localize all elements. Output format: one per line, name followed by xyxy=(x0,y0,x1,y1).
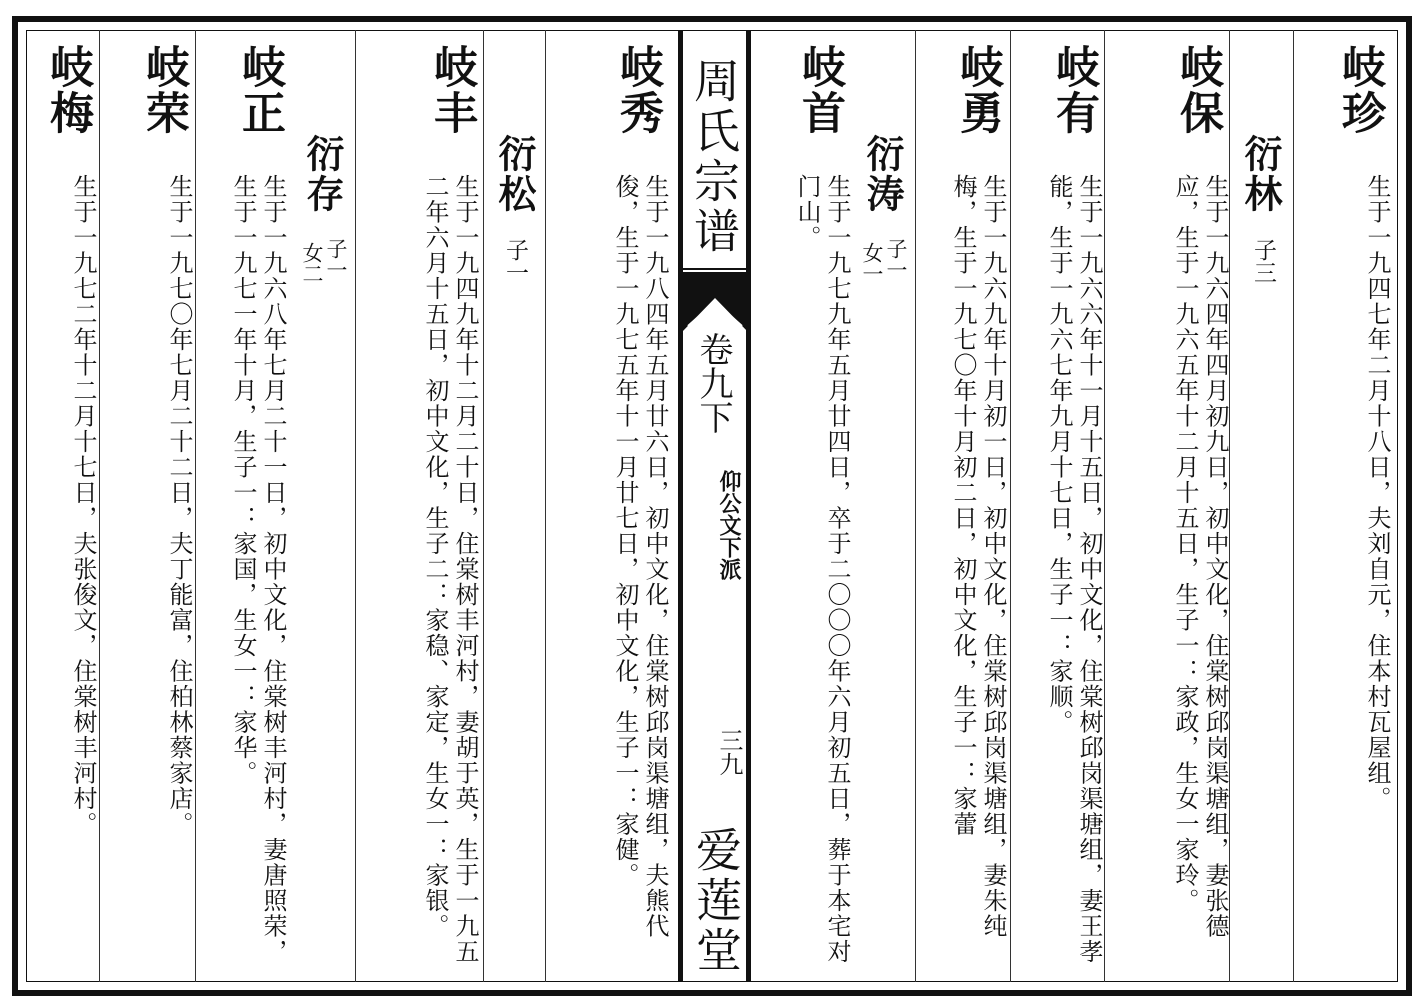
center-divider-right xyxy=(746,30,751,982)
column-divider xyxy=(1293,30,1294,982)
column-divider xyxy=(915,30,916,982)
bio-qibao: 生于一九六四年四月初九日，初中文化，住棠树邱岗渠塘组，妻张德应，生于一九六五年十二月十五日，生子一：家政，生女一家玲。 xyxy=(1171,174,1229,939)
bio-qixiu: 生于一九八四年五月廿六日，初中文化，住棠树邱岗渠塘组，夫熊代俊，生于一九七五年十一月廿七日，初中文化，生子一：家健。 xyxy=(611,174,669,939)
genealogy-title: 周氏宗谱 xyxy=(687,57,741,257)
children-note-yansong: 子一 xyxy=(502,238,528,284)
person-name-qifeng: 岐丰 xyxy=(426,44,477,136)
person-name-yansong: 衍松 xyxy=(492,134,537,214)
hall-name: 爱莲堂 xyxy=(689,826,743,976)
fishtail-ornament xyxy=(682,272,748,332)
column-divider xyxy=(545,30,546,982)
column-divider xyxy=(1104,30,1105,982)
daughter-note-yantao: 女一 xyxy=(860,242,884,284)
column-divider xyxy=(99,30,100,982)
column-divider xyxy=(195,30,196,982)
person-name-qibao: 岐保 xyxy=(1172,44,1223,136)
bio-qiyou: 生于一九六六年十一月十五日，初中文化，住棠树邱岗渠塘组，妻王孝能，生于一九六七年九月十七日，生子一：家顺。 xyxy=(1045,174,1103,965)
person-name-qimei: 岐梅 xyxy=(42,44,93,136)
bio-qiyong: 生于一九六九年十月初一日，初中文化，住棠树邱岗渠塘组，妻朱纯梅，生于一九七〇年十月初二日，初中文化，生子一：家蕾 xyxy=(949,174,1007,939)
person-name-yanlin: 衍林 xyxy=(1238,134,1283,214)
center-divider-left xyxy=(678,30,683,982)
column-divider xyxy=(483,30,484,982)
person-name-qizhen: 岐珍 xyxy=(1334,44,1385,136)
person-name-yancun: 衍存 xyxy=(300,134,345,214)
volume-label: 卷九下 xyxy=(693,332,733,434)
son-note-yancun: 子一 xyxy=(324,238,348,280)
son-note-yantao: 子一 xyxy=(884,238,908,280)
bio-qimei: 生于一九七二年十二月十七日，夫张俊文，住棠树丰河村。 xyxy=(69,174,97,837)
bio-qirong: 生于一九七〇年七月二十二日，夫丁能富，住柏林蔡家店。 xyxy=(165,174,193,837)
bio-qishou: 生于一九七九年五月廿四日，卒于二〇〇〇年六月初五日，葬于本宅对门山。 xyxy=(793,174,851,965)
person-name-qizheng: 岐正 xyxy=(234,44,285,136)
column-divider xyxy=(355,30,356,982)
bio-qifeng: 生于一九四九年十二月二十日，住棠树丰河村，妻胡于英，生于一九五二年六月十五日，初中文化，生子二：家稳、家定，生女一：家银。 xyxy=(421,174,479,965)
person-name-yantao: 衍涛 xyxy=(860,134,905,214)
daughter-note-yancun: 女二 xyxy=(300,242,324,284)
person-name-qishou: 岐首 xyxy=(794,44,845,136)
title-rule xyxy=(682,268,748,270)
page-number: 三九 xyxy=(715,728,743,776)
person-name-qiyong: 岐勇 xyxy=(952,44,1003,136)
person-name-qirong: 岐荣 xyxy=(138,44,189,136)
column-divider xyxy=(1010,30,1011,982)
children-note-yanlin: 子三 xyxy=(1250,238,1276,284)
bio-qizheng: 生于一九六八年七月二十一日，初中文化，住棠树丰河村，妻唐照荣，生于一九七一年十月，生子一：家国，生女一：家华。 xyxy=(229,174,287,965)
bio-qizhen: 生于一九四七年二月十八日，夫刘自元，住本村瓦屋组。 xyxy=(1363,174,1391,812)
branch-label: 仰公文下派 xyxy=(716,470,742,580)
person-name-qiyou: 岐有 xyxy=(1048,44,1099,136)
person-name-qixiu: 岐秀 xyxy=(612,44,663,136)
